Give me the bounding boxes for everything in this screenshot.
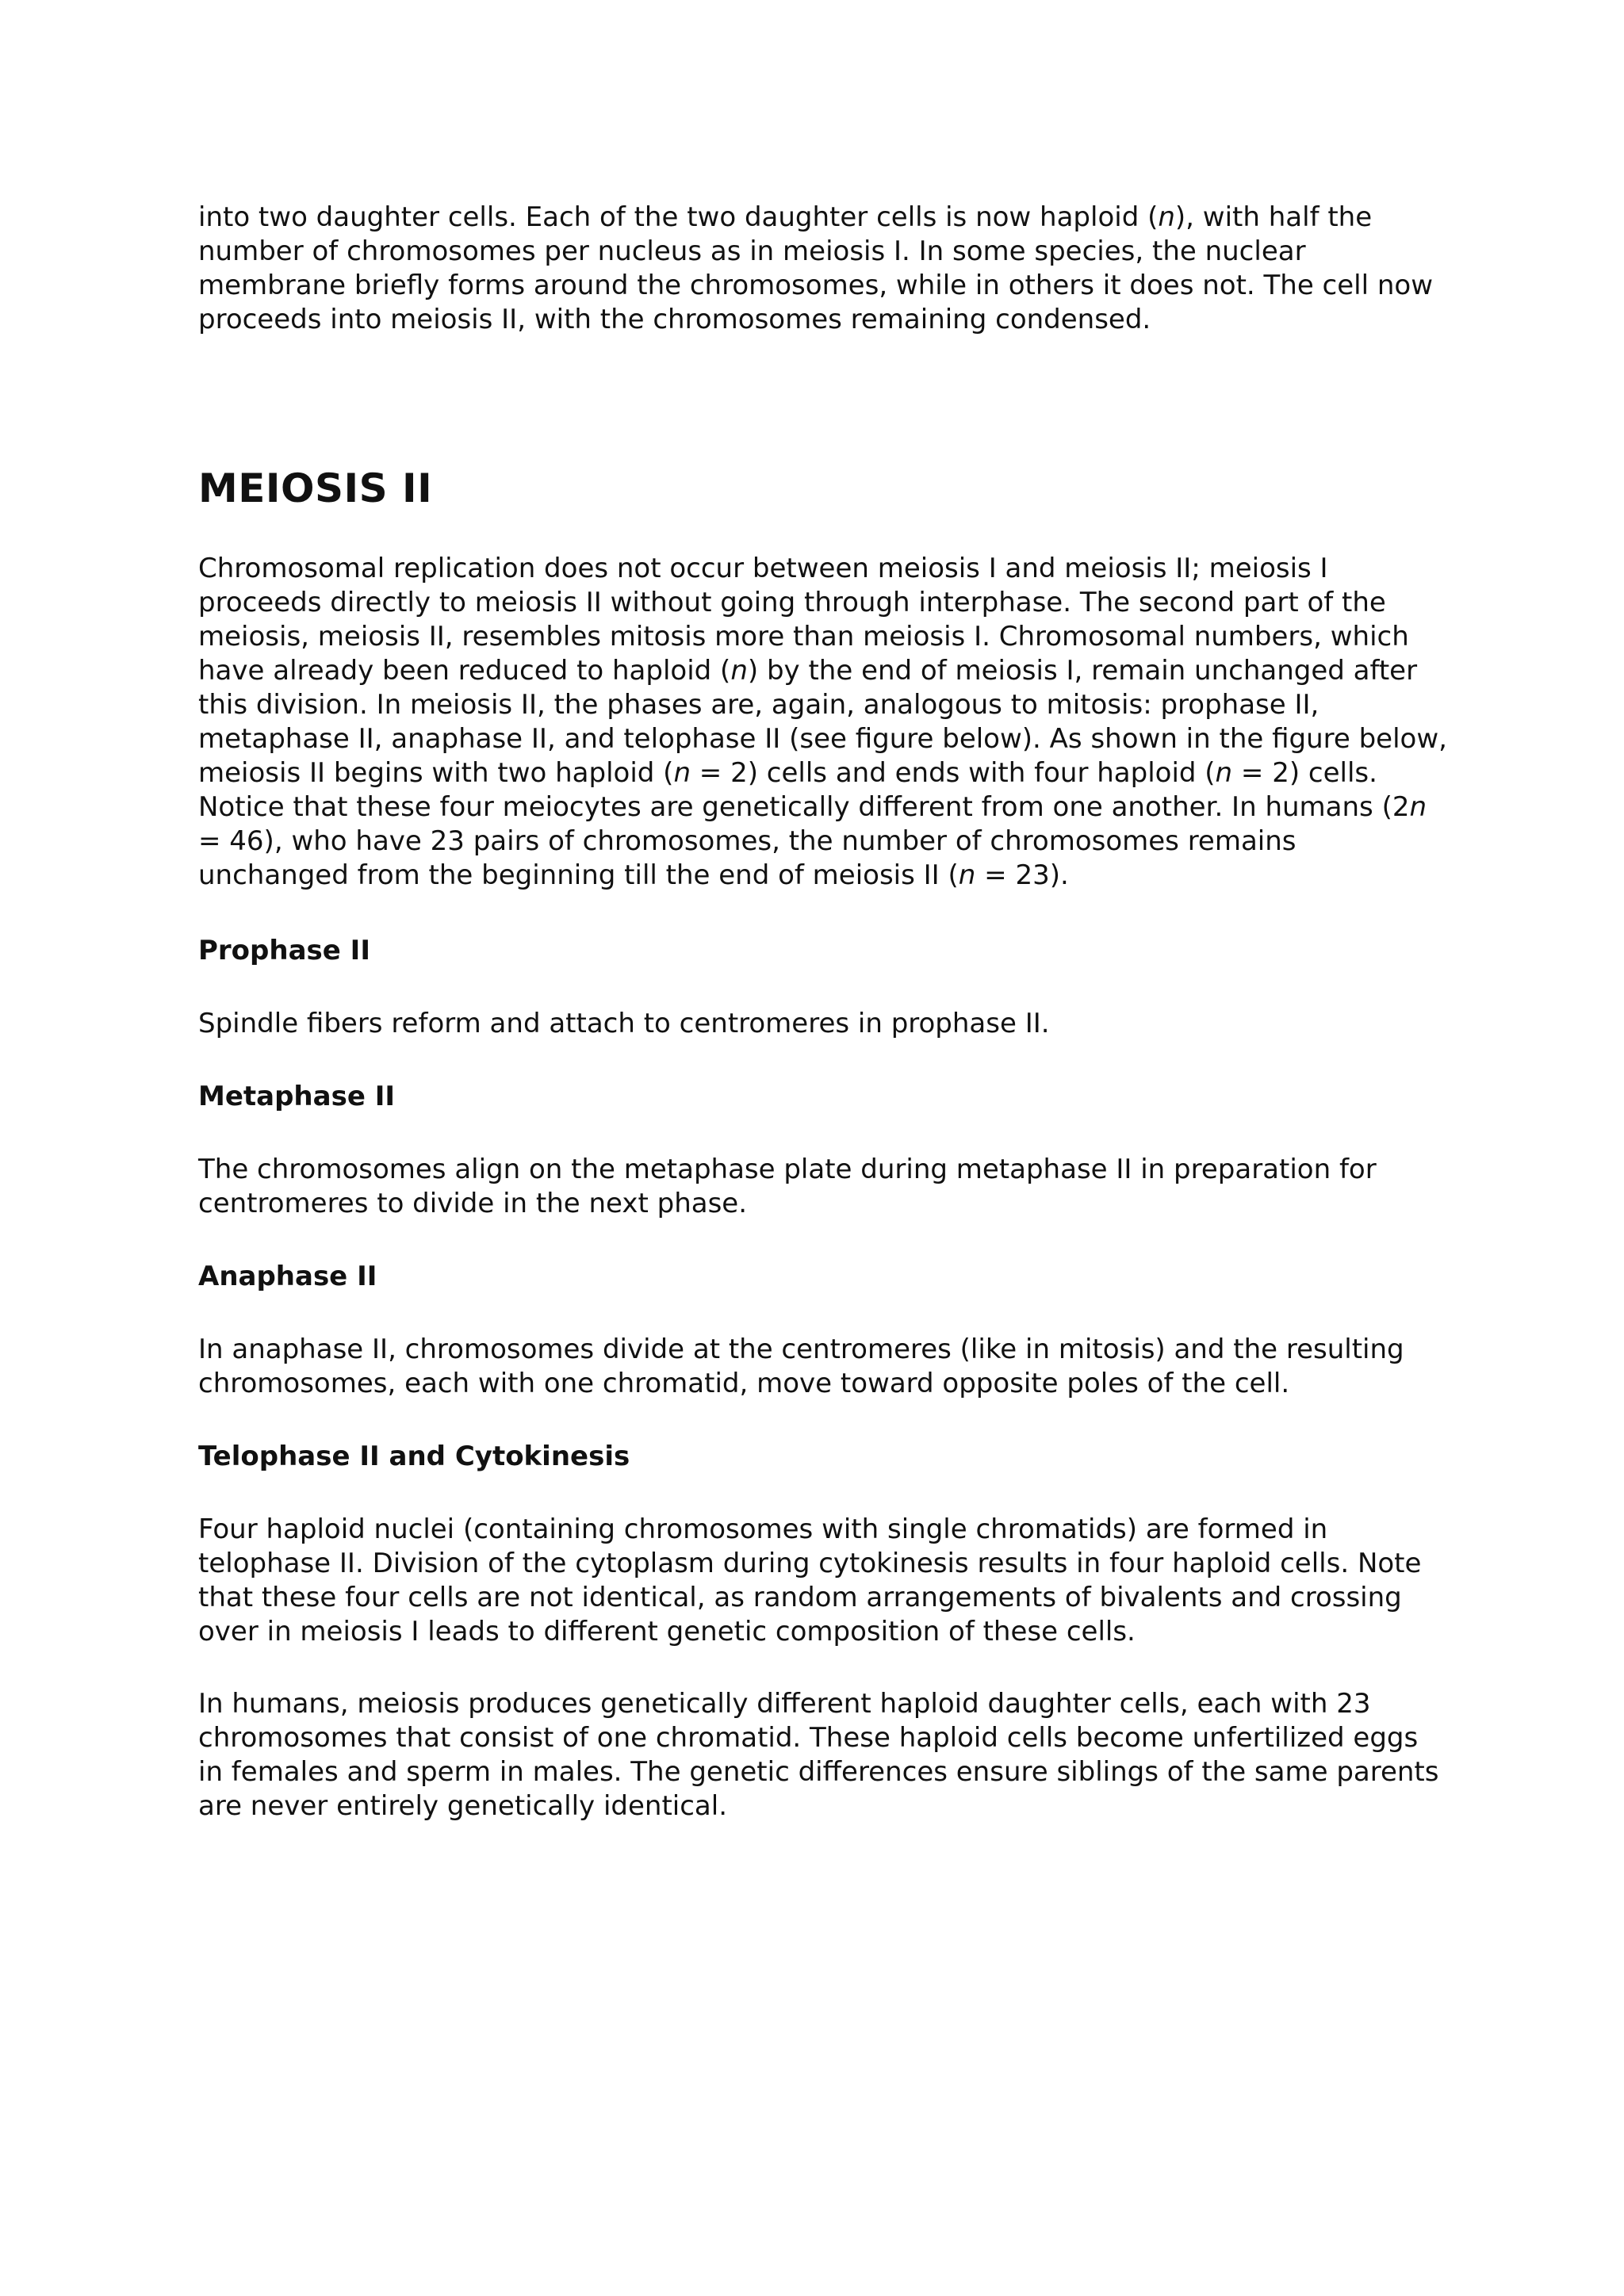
anaphase-ii-heading: Anaphase II [198,1261,377,1292]
section-title: MEIOSIS II [198,465,433,511]
metaphase-ii-heading: Metaphase II [198,1081,396,1112]
telophase-ii-paragraph: Four haploid nuclei (containing chromosomes with single chromatids) are formed in telophase II. Division of the cytoplasm during cytokinesis results in four haploid cells. Note that these four cells are not identical, as random arrangements of bivalents and crossing over in meiosis I leads to different genetic composition of these cells. [198,1513,1422,1647]
meiosis-ii-overview-paragraph: Chromosomal replication does not occur between meiosis I and meiosis II; meiosis I proceeds directly to meiosis II without going through interphase. The second part of the meiosis, meiosis II, resembles mitosis more than meiosis I. Chromosomal numbers, which have already been reduced to haploid (n) by the end of meiosis I, remain unchanged after this division. In meiosis II, the phases are, again, analogous to mitosis: prophase II, metaphase II, anaphase II, and telophase II (see figure below). As shown in the figure below, meiosis II begins with two haploid (n = 2) cells and ends with four haploid (n = 2) cells. Notice that these four meiocytes are genetically different from one another. In humans (2n = 46), who have 23 pairs of chromosomes, the number of chromosomes remains unchanged from the beginning till the end of meiosis II (n = 23). [198,553,1447,891]
intro-paragraph: into two daughter cells. Each of the two daughter cells is now haploid (n), with half the number of chromosomes per nucleus as in meiosis I. In some species, the nuclear membrane briefly forms around the chromosomes, while in others it does not. The cell now proceeds into meiosis II, with the chromosomes remaining condensed. [198,201,1434,335]
metaphase-ii-paragraph: The chromosomes align on the metaphase plate during metaphase II in preparation for centromeres to divide in the next phase. [198,1154,1377,1219]
conclusion-paragraph: In humans, meiosis produces genetically different haploid daughter cells, each with 23 chromosomes that consist of one chromatid. These haploid cells become unfertilized eggs in females and sperm in males. The genetic differences ensure siblings of the same parents are never entirely genetically identical. [198,1688,1439,1822]
telophase-ii-heading: Telophase II and Cytokinesis [198,1441,630,1472]
anaphase-ii-paragraph: In anaphase II, chromosomes divide at the centromeres (like in mitosis) and the resulting chromosomes, each with one chromatid, move toward opposite poles of the cell. [198,1334,1404,1399]
prophase-ii-paragraph: Spindle fibers reform and attach to centromeres in prophase II. [198,1008,1050,1039]
prophase-ii-heading: Prophase II [198,935,370,966]
